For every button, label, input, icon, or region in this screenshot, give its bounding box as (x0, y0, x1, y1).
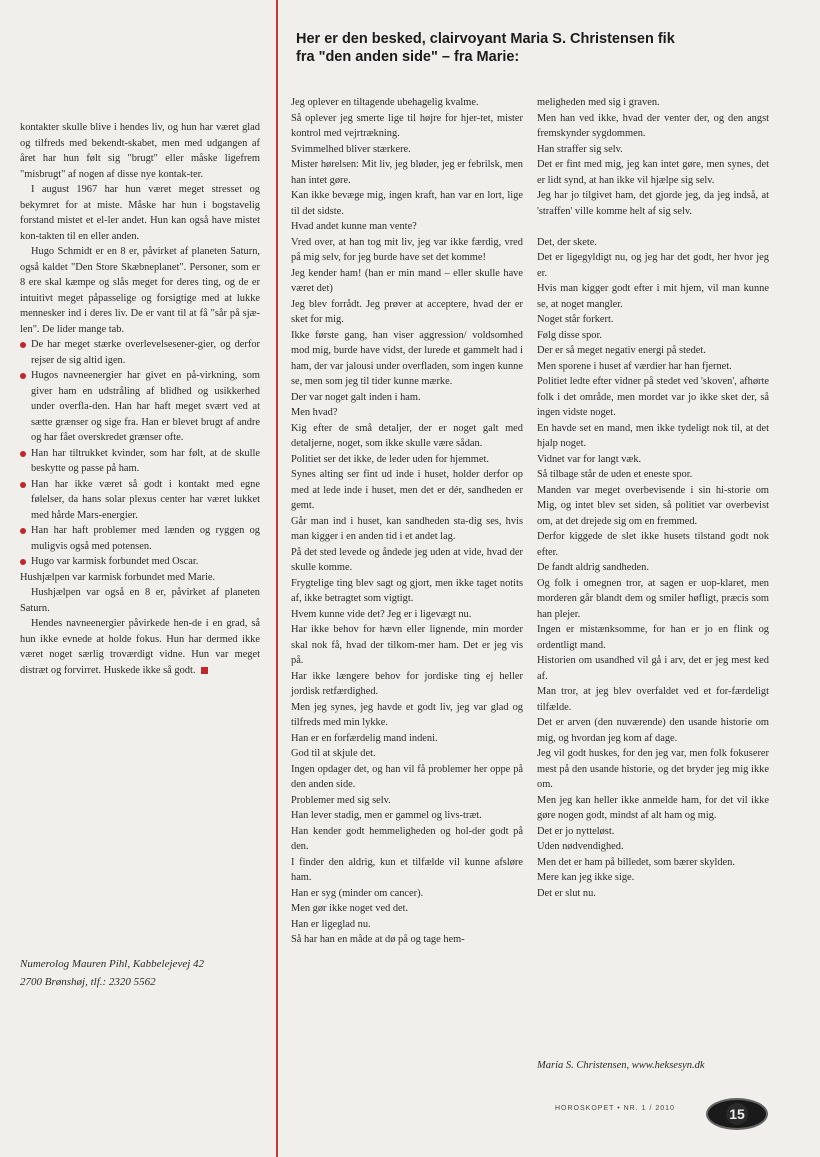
paragraph: meligheden med sig i graven. (537, 97, 660, 108)
credit-line-1: Numerolog Mauren Pihl, Kabbelejevej 42 (20, 958, 205, 970)
paragraph: God til at skjule det. (291, 748, 376, 759)
paragraph: Mere kan jeg ikke sige. (537, 872, 635, 883)
paragraph: Politiet ser det ikke, de leder uden for hjemmet. (291, 453, 489, 465)
paragraph: kontakter skulle blive i hendes liv, og hun har været glad og tilfreds med bekendt-skabet, men med udgangen af året har hun følt sig "brugt" eller måske ligefrem "misbrugt" af nogen af disse nye kontak-ter. (20, 122, 260, 180)
paragraph: Jeg vil godt huskes, for den jeg var, men folk fokuserer mest på den usande historie, og det bryder jeg mig ikke om. (537, 748, 769, 790)
column-divider (276, 0, 278, 1157)
paragraph: Frygtelige ting blev sagt og gjort, men ikke taget notits af, ikke betragtet som vigtigt. (291, 577, 523, 604)
paragraph: Han har haft problemer med lænden og ryggen og muligvis også med potensen. (20, 523, 260, 554)
paragraph: Mister hørelsen: Mit liv, jeg bløder, jeg er febrilsk, men han intet gøre. (291, 159, 523, 186)
paragraph: Jeg blev forrådt. Jeg prøver at acceptere, hvad der er sket for mig. (291, 298, 523, 325)
paragraph: Hvem kunne vide det? Jeg er i ligevægt nu. (291, 608, 472, 620)
paragraph: En havde set en mand, men ikke tydeligt nok til, at det hjalp noget. (537, 422, 769, 449)
paragraph: Men det er ham på billedet, som bærer skylden. (537, 856, 735, 868)
paragraph: Han har ikke været så godt i kontakt med egne følelser, da hans solar plexus center har været lukket med hårde Mars-energier. (20, 477, 260, 524)
paragraph: Ingen er mistænksomme, for han er jo en flink og ordentligt mand. (537, 624, 769, 651)
paragraph: Men hvad? (291, 407, 338, 418)
paragraph: Det er ligegyldigt nu, og jeg har det godt, her hvor jeg er. (537, 252, 769, 279)
paragraph: De fandt aldrig sandheden. (537, 562, 649, 573)
message-column-left (291, 95, 523, 948)
paragraph: Hvad andet kunne man vente? (291, 221, 417, 232)
paragraph: Der er så meget negativ energi på stedet. (537, 345, 706, 356)
message-column-right (537, 95, 769, 901)
paragraph: Det, der skete. (537, 236, 598, 248)
paragraph: Hugo Schmidt er en 8 er, påvirket af planeten Saturn, også kaldet "Den Store Skæbneplanet". Personer, som er 8 ere skal kæmpe og slås meget for deres ting, og de er intuitivt meget påpasselige og forsigtige med at lukke mennesker ind i deres liv. De er vant til at få "sår på sjæ-len". De lider mange tab. (20, 246, 260, 335)
paragraph: Vred over, at han tog mit liv, jeg var ikke færdig, vred på mig selv, for jeg burde have set det komme! (291, 236, 523, 263)
end-mark (201, 667, 208, 674)
paragraph: Derfor kiggede de slet ikke husets tilstand godt nok efter. (537, 531, 769, 558)
paragraph: Politiet ledte efter vidner på stedet ved 'skoven', afhørte folk i det område, men mordet var jo ikke sket der, så ingen vidste noget. (537, 376, 769, 418)
paragraph: Han straffer sig selv. (537, 143, 623, 155)
credit-line-2: 2700 Brønshøj, tlf.: 2320 5562 (20, 976, 156, 988)
paragraph: Han er ligeglad nu. (291, 918, 371, 930)
paragraph: Så har han en måde at dø på og tage hem- (291, 934, 465, 945)
paragraph: Og folk i omegnen tror, at sagen er uop-klaret, men morderen går blandt dem og smiler høfligt, præcis som han plejer. (537, 577, 769, 620)
paragraph: Der var noget galt inden i ham. (291, 391, 421, 403)
paragraph: Hvis man kigger godt efter i mit hjem, vil man kunne se, at noget mangler. (537, 283, 769, 310)
paragraph: Jeg har jo tilgivet ham, det gjorde jeg, da jeg indså, at 'straffen' ville komme helt af sig selv. (537, 190, 769, 217)
numerologist-credit (20, 955, 270, 991)
paragraph: Men sporene i huset af værdier har han fjernet. (537, 360, 732, 372)
paragraph: Så tilbage står de uden et eneste spor. (537, 469, 693, 480)
page-number-badge (706, 1098, 768, 1130)
headline-line-1: Her er den besked, clairvoyant Maria S. Christensen fik (296, 31, 675, 47)
paragraph: Han er syg (minder om cancer). (291, 887, 424, 899)
numerology-column (20, 120, 260, 678)
paragraph: Men han ved ikke, hvad der venter der, og den angst fremskynder sygdommen. (537, 112, 769, 139)
paragraph: Historien om usandhed vil gå i arv, det er jeg mest ked af. (537, 655, 769, 682)
paragraph: Går man ind i huset, kan sandheden sta-dig ses, hvis man kigger i en anden tid i et andet lag. (291, 515, 523, 542)
paragraph: Ingen opdager det, og han vil få problemer her oppe på den anden side. (291, 763, 523, 790)
paragraph: Problemer med sig selv. (291, 794, 391, 806)
paragraph: Man tror, at jeg blev overfaldet ved et for-færdeligt tilfælde. (537, 686, 769, 713)
paragraph: Hugo var karmisk forbundet med Oscar. (20, 554, 260, 570)
paragraph: Det er jo nytteløst. (537, 825, 615, 837)
paragraph: I finder den aldrig, kun et tilfælde vil kunne afsløre ham. (291, 856, 523, 883)
paragraph: Hushjælpen var karmisk forbundet med Marie. (20, 571, 216, 583)
paragraph: Han kender godt hemmeligheden og hol-der godt på den. (291, 825, 523, 852)
paragraph: Det er slut nu. (537, 887, 596, 899)
page-number: 15 (726, 1103, 748, 1125)
paragraph: Det er arven (den nuværende) den usande historie om mig, og hvordan jeg kom af dage. (537, 717, 769, 744)
paragraph: Men gør ikke noget ved det. (291, 903, 409, 914)
article-headline (296, 30, 796, 66)
paragraph: Svimmelhed bliver stærkere. (291, 143, 411, 155)
paragraph: Kan ikke bevæge mig, ingen kraft, han var en lort, lige til det sidste. (291, 190, 523, 217)
paragraph: Han har tiltrukket kvinder, som har følt, at de skulle beskytte og passe på ham. (20, 446, 260, 477)
paragraph: Hendes navneenergier påvirkede hen-de i en grad, så hun ikke evnede at holde fokus. Hun har dermed ikke været noget særlig troværdigt vidne. Hun var meget distræt og forvirret. Huskede ikke så godt. (20, 618, 260, 676)
paragraph: Han er en forfærdelig mand indeni. (291, 732, 438, 744)
paragraph: Ikke første gang, han viser aggression/ voldsomhed mod mig, burde have vidst, der lurede et gammelt had i ham, der var jalousi under overfladen, som ingen kunne se, men som jeg til tider kunne mærke. (291, 329, 523, 387)
paragraph: Uden nødvendighed. (537, 841, 624, 852)
magazine-footer: HOROSKOPET • NR. 1 / 2010 (555, 1105, 675, 1112)
paragraph: Så oplever jeg smerte lige til højre for hjer-tet, mister kontrol med vejrtrækning. (291, 112, 523, 139)
paragraph: Har ikke behov for hævn eller lignende, min morder skal nok få, hvad der tilkom-mer ham. Det er jeg vis på. (291, 624, 523, 666)
headline-line-2: fra "den anden side" – fra Marie: (296, 49, 520, 65)
paragraph: De har meget stærke overlevelsesener-gier, og derfor rejser de sig altid igen. (20, 337, 260, 368)
paragraph: På det sted levede og åndede jeg uden at vide, hvad der skulle komme. (291, 546, 523, 573)
paragraph: Noget står forkert. (537, 314, 614, 325)
paragraph: Manden var meget overbevisende i sin hi-storie om Mig, og intet blev set siden, så politiet var overbevist om, at det drejede sig om en fremmed. (537, 484, 769, 527)
paragraph: Har ikke længere behov for jordiske ting ej heller jordisk retfærdighed. (291, 670, 523, 697)
paragraph: Hugos navneenergier har givet en på-virkning, som giver ham en udstråling af blidhed og usikkerhed under overfla-den. Han har haft meget svært ved at sætte grænser og sige fra. Han er blevet brugt af andre og har fået overskredet grænser ofte. (20, 368, 260, 446)
paragraph: Han lever stadig, men er gammel og livs-træt. (291, 810, 482, 821)
paragraph: Jeg oplever en tiltagende ubehagelig kvalme. (291, 97, 479, 108)
paragraph: Følg disse spor. (537, 329, 602, 341)
paragraph: Jeg kender ham! (han er min mand – eller skulle have været det) (291, 267, 523, 294)
paragraph: Vidnet var for langt væk. (537, 453, 642, 465)
paragraph: I august 1967 har hun været meget stresset og bekymret for at miste. Måske har hun i bogstavelig forstand mistet et el-ler andet. Hun kan også have mistet kon-takten til en eller anden. (20, 184, 260, 242)
paragraph: Kig efter de små detaljer, der er noget galt med detaljerne, noget, som ikke skulle være sådan. (291, 422, 523, 449)
paragraph: Hushjælpen var også en 8 er, påvirket af planeten Saturn. (20, 587, 260, 614)
paragraph: Men jeg synes, jeg havde et godt liv, jeg var glad og tilfreds med min lykke. (291, 701, 523, 728)
paragraph: Synes alting ser fint ud inde i huset, holder derfor op med at lede inde i huset, men det er dér, sandheden er gemt. (291, 469, 523, 511)
paragraph: Men jeg kan heller ikke anmelde ham, for det vil ikke gøre nogen godt, mindst af alt ham og mig. (537, 794, 769, 821)
author-signature: Maria S. Christensen, www.heksesyn.dk (537, 1060, 705, 1071)
paragraph: Det er fint med mig, jeg kan intet gøre, men synes, det er lidt synd, at han ikke vil hjælpe sig selv. (537, 159, 769, 186)
